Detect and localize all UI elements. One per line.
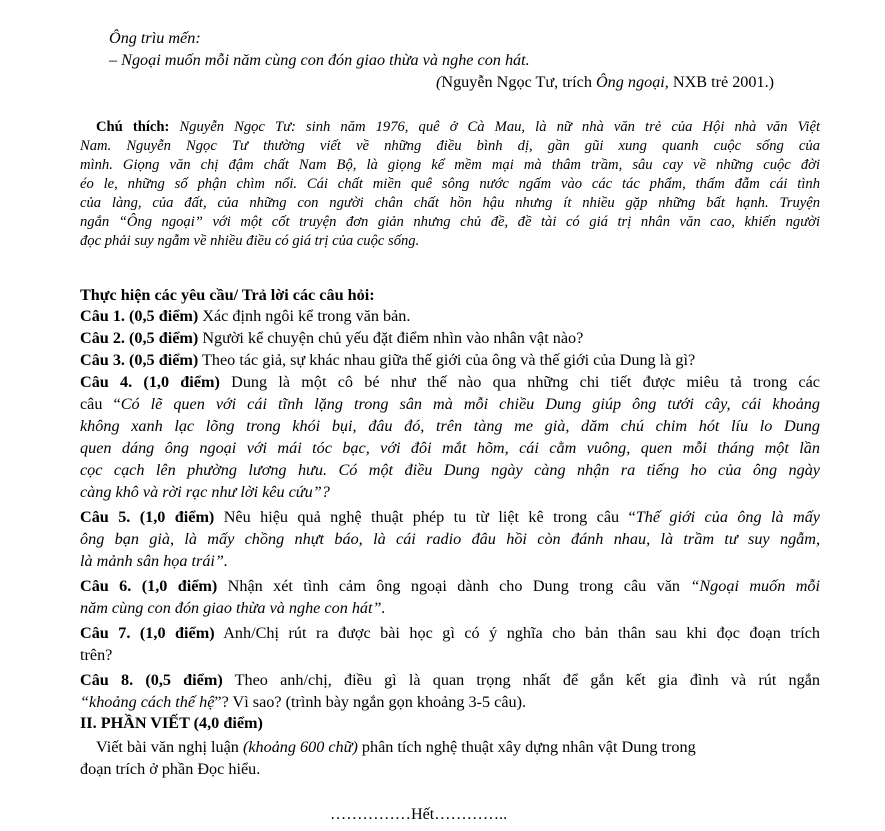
question-2 <box>80 328 583 348</box>
question-4-quote-open: câu “ <box>80 395 121 413</box>
part-2-prompt-a: Viết bài văn nghị luận <box>96 738 243 756</box>
question-6 <box>80 576 820 596</box>
question-7-line-2: trên? <box>80 646 113 664</box>
end-marker: ……………Hết………….. <box>330 805 508 823</box>
question-8-quote: “khoảng cách thế hệ <box>80 693 215 711</box>
citation-work: Ông ngoại, <box>595 73 669 91</box>
question-4-quote-1: Có lẽ quen với cái tĩnh lặng trong sân mà mỗi chiều Dung giúp ông tưới cây, cái khoảng <box>120 395 820 413</box>
question-4-text: Dung là một cô bé như thế nào qua những chi tiết được miêu tả trong các <box>219 373 820 391</box>
question-5-line-3: là mảnh sân họa trái”. <box>80 552 228 570</box>
question-6-text: Nhận xét tình cảm ông ngoại dành cho Dung trong câu văn <box>217 577 691 595</box>
question-7-text: Anh/Chị rút ra được bài học gì có ý nghĩa cho bản thân sau khi đọc đoạn trích <box>214 624 820 642</box>
part-2-heading: II. PHẦN VIẾT (4,0 điểm) <box>80 714 263 732</box>
part-2-prompt-c: phân tích nghệ thuật xây dựng nhân vật Dung trong <box>357 738 696 756</box>
question-2-text: Người kể chuyện chủ yếu đặt điểm nhìn vào nhân vật nào? <box>198 329 584 347</box>
question-8-label: Câu 8. (0,5 điểm) <box>80 671 223 689</box>
note-line-6: ngắn “Ông ngoại” với một cốt truyện đơn giản nhưng chủ đề, đề tài có giá trị nhân văn cao, khiến người <box>80 214 820 230</box>
question-1-label: Câu 1. (0,5 điểm) <box>80 307 199 325</box>
question-8-tail: ”? Vì sao? (trình bày ngắn gọn khoảng 3-5 câu). <box>214 693 527 711</box>
note-text-1: Nguyễn Ngọc Tư: sinh năm 1976, quê ở Cà Mau, là nữ nhà văn trẻ của Hội nhà văn Việt <box>179 119 820 135</box>
question-4-label: Câu 4. (1,0 điểm) <box>80 373 220 391</box>
question-4-line-4: quen dáng ông ngoại với mái tóc bạc, với đôi mắt hõm, cái cằm vuông, quen mỗi tháng một lần <box>80 439 820 457</box>
question-5-line-2: ông bạn già, là mấy chồng nhựt báo, là cái radio đâu hồi còn đánh nhau, là trầm tư suy ngẫm, <box>80 530 820 548</box>
question-4-line-5: cọc cạch lên phường lương hưu. Có một điều Dung ngày càng nhận ra tiếng ho của ông ngày <box>80 461 820 479</box>
question-6-quote: “Ngoại muốn mỗi <box>690 577 820 595</box>
citation-author: Nguyễn Ngọc Tư, trích <box>441 73 596 91</box>
question-4-line-2 <box>80 394 820 414</box>
question-8-line-2 <box>80 692 526 712</box>
question-6-label: Câu 6. (1,0 điểm) <box>80 577 218 595</box>
question-4 <box>80 372 820 392</box>
note-line-2: Nam. Nguyễn Ngọc Tư thường viết về những điều bình dị, gần gũi xung quanh cuộc sống của <box>80 138 820 154</box>
question-5 <box>80 507 820 527</box>
question-5-quote: Thế giới của ông là mấy <box>635 508 820 526</box>
question-4-line-6: càng khô và rời rạc như lời kêu cứu”? <box>80 483 330 501</box>
excerpt-citation <box>436 72 774 92</box>
question-1 <box>80 306 410 326</box>
excerpt-line-2: – Ngoại muốn mỗi năm cùng con đón giao thừa và nghe con hát. <box>109 51 530 69</box>
question-8 <box>80 670 820 690</box>
note-line-1 <box>96 118 820 136</box>
question-1-text: Xác định ngôi kể trong văn bản. <box>198 307 411 325</box>
question-3-label: Câu 3. (0,5 điểm) <box>80 351 199 369</box>
question-5-label: Câu 5. (1,0 điểm) <box>80 508 215 526</box>
question-7 <box>80 623 820 643</box>
excerpt-line-1: Ông trìu mến: <box>109 29 201 47</box>
question-8-text: Theo anh/chị, điều gì là quan trọng nhất để gắn kết gia đình và rút ngắn <box>222 671 820 689</box>
citation-publisher: NXB trẻ 2001.) <box>668 73 775 91</box>
question-3-text: Theo tác giả, sự khác nhau giữa thế giới của ông và thế giới của Dung là gì? <box>198 351 696 369</box>
note-label: Chú thích: <box>96 119 170 135</box>
question-5-text: Nêu hiệu quả nghệ thuật phép tu từ liệt kê trong câu “ <box>214 508 636 526</box>
note-line-3: mình. Giọng văn chị đậm chất Nam Bộ, là giọng kể mềm mại mà thâm trầm, sâu cay về những cuộc đời <box>80 157 820 173</box>
part-2-prompt-line-2: đoạn trích ở phần Đọc hiểu. <box>80 760 261 778</box>
tasks-heading: Thực hiện các yêu cầu/ Trả lời các câu hỏi: <box>80 286 375 304</box>
question-4-line-3: không xanh lạc lõng trong khói bụi, đâu đó, trên tàng me già, dăm chú chim hót líu lo Dung <box>80 417 820 435</box>
part-2-word-count: (khoảng 600 chữ) <box>242 738 358 756</box>
question-7-label: Câu 7. (1,0 điểm) <box>80 624 215 642</box>
citation-paren: ( <box>436 73 442 91</box>
note-line-5: của làng, của đất, của những con người chân chất hồn hậu nhưng ít nhiều gặp những bất hạnh. Truyện <box>80 195 820 211</box>
question-3 <box>80 350 695 370</box>
note-line-7: đọc phải suy ngẫm về nhiều điều có giá trị của cuộc sống. <box>80 233 420 249</box>
part-2-prompt-line-1 <box>96 737 696 757</box>
question-6-line-2: năm cùng con đón giao thừa và nghe con hát”. <box>80 599 386 617</box>
question-2-label: Câu 2. (0,5 điểm) <box>80 329 199 347</box>
note-line-4: éo le, những số phận chìm nổi. Cái chất miền quê sông nước ngấm vào các tác phẩm, thấm đẫm cái tình <box>80 176 820 192</box>
